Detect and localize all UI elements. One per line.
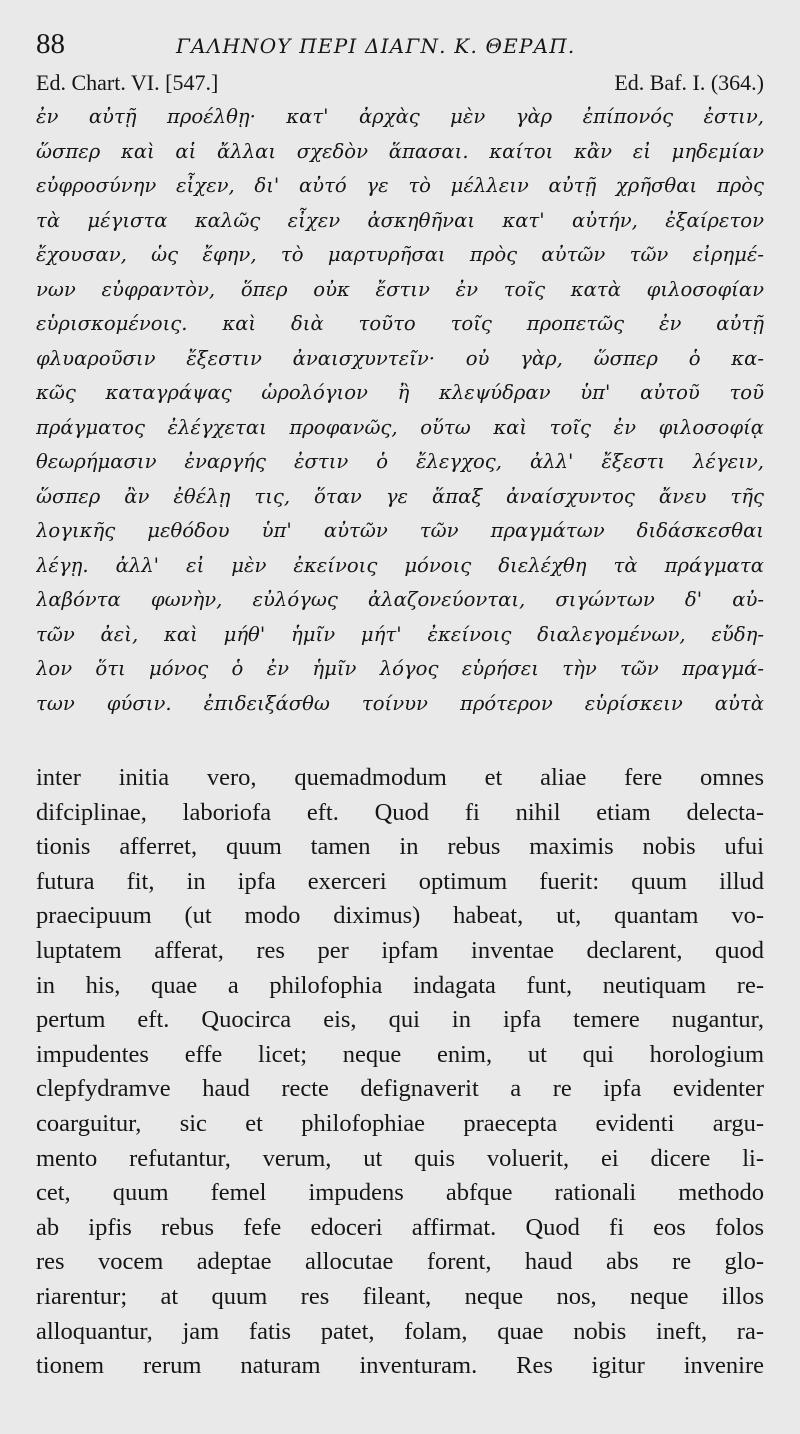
greek-line: λέγῃ. ἀλλ' εἰ μὲν ἐκείνοις μόνοις διελέχθη τὰ πράγματα	[36, 553, 764, 577]
greek-line: θεωρήμασιν ἐναργής ἐστιν ὁ ἔλεγχος, ἀλλ' ἔξεστι λέγειν,	[36, 450, 764, 473]
greek-line: ἔχουσαν, ὡς ἔφην, τὸ μαρτυρῆσαι πρὸς αὐτῶν τῶν εἰρημέ-	[36, 243, 764, 266]
greek-line: φλυαροῦσιν ἔξεστιν ἀναισχυντεῖν· οὐ γὰρ, ὥσπερ ὁ κα-	[36, 346, 764, 370]
latin-line: impudentes effe licet; neque enim, ut qui horologium	[36, 1040, 764, 1068]
latin-line: clepfydramve haud recte defignaverit a re ipfa evidenter	[36, 1075, 764, 1103]
latin-line: futura fit, in ipfa exerceri optimum fuerit: quum illud	[36, 867, 764, 895]
latin-line: coarguitur, sic et philofophiae praecepta evidenti argu-	[36, 1109, 764, 1137]
latin-line: in his, quae a philofophia indagata funt, neutiquam re-	[36, 971, 764, 999]
latin-line: tionem rerum naturam inventuram. Res igitur invenire	[36, 1352, 764, 1380]
edition-basel-reference: Ed. Baf. I. (364.)	[614, 70, 764, 95]
greek-line: νων εὐφραντὸν, ὅπερ οὐκ ἔστιν ἐν τοῖς κατὰ φιλοσοφίαν	[36, 277, 764, 301]
latin-line: cet, quum femel impudens abfque rationali methodo	[36, 1179, 764, 1207]
page-number: 88	[36, 28, 65, 60]
latin-text-block	[36, 761, 764, 1384]
latin-line: luptatem afferat, res per ipfam inventae declarent, quod	[36, 936, 764, 964]
greek-line: εὐφροσύνην εἶχεν, δι' αὐτό γε τὸ μέλλειν αὐτῇ χρῆσθαι πρὸς	[36, 174, 764, 197]
greek-line: ὥσπερ ἂν ἐθέλῃ τις, ὅταν γε ἅπαξ ἀναίσχυντος ἄνευ τῆς	[36, 484, 764, 508]
greek-line: κῶς καταγράψας ὡρολόγιον ἢ κλεψύδραν ὑπ' αὐτοῦ τοῦ	[36, 381, 764, 404]
latin-line: mento refutantur, verum, ut quis voluerit, ei dicere li-	[36, 1144, 764, 1172]
edition-chart-reference: Ed. Chart. VI. [547.]	[36, 70, 219, 95]
running-title: ΓΑΛΗΝΟΥ ΠΕΡΙ ΔΙΑΓΝ. Κ. ΘΕΡΑΠ.	[176, 34, 576, 58]
latin-line: pertum eft. Quocirca eis, qui in ipfa temere nugantur,	[36, 1006, 764, 1034]
greek-line: τῶν ἀεὶ, καὶ μήθ' ἡμῖν μήτ' ἐκείνοις διαλεγομένων, εὔδη-	[36, 622, 764, 646]
latin-line: tionis afferret, quum tamen in rebus maximis nobis ufui	[36, 833, 764, 861]
edition-references	[36, 70, 764, 100]
greek-line: ὥσπερ καὶ αἱ ἄλλαι σχεδὸν ἅπασαι. καίτοι κἂν εἰ μηδεμίαν	[36, 139, 764, 163]
greek-line: τὰ μέγιστα καλῶς εἶχεν ἀσκηθῆναι κατ' αὐτήν, ἐξαίρετον	[36, 208, 764, 232]
latin-line: riarentur; at quum res fileant, neque nos, neque illos	[36, 1282, 764, 1310]
greek-line: εὑρισκομένοις. καὶ διὰ τοῦτο τοῖς προπετῶς ἐν αὐτῇ	[36, 312, 764, 335]
greek-text-block	[36, 100, 764, 721]
latin-line: alloquantur, jam fatis patet, folam, quae nobis ineft, ra-	[36, 1317, 764, 1345]
greek-line: λογικῆς μεθόδου ὑπ' αὐτῶν τῶν πραγμάτων διδάσκεσθαι	[36, 519, 764, 542]
latin-line: praecipuum (ut modo diximus) habeat, ut, quantam vo-	[36, 902, 764, 930]
greek-line: λον ὅτι μόνος ὁ ἐν ἡμῖν λόγος εὑρήσει τὴν τῶν πραγμά-	[36, 657, 764, 680]
running-head	[36, 28, 764, 68]
greek-line: πράγματος ἐλέγχεται προφανῶς, οὕτω καὶ τοῖς ἐν φιλοσοφίᾳ	[36, 415, 764, 439]
greek-line: λαβόντα φωνὴν, εὐλόγως ἀλαζονεύονται, σιγώντων δ' αὐ-	[36, 588, 764, 611]
latin-line: res vocem adeptae allocutae forent, haud abs re glo-	[36, 1248, 764, 1276]
latin-line: difciplinae, laboriofa eft. Quod fi nihil etiam delecta-	[36, 798, 764, 826]
latin-line: inter initia vero, quemadmodum et aliae fere omnes	[36, 764, 764, 791]
greek-line: ἐν αὐτῇ προέλθῃ· κατ' ἀρχὰς μὲν γὰρ ἐπίπονός ἐστιν,	[36, 105, 764, 128]
greek-line: των φύσιν. ἐπιδειξάσθω τοίνυν πρότερον εὑρίσκειν αὐτὰ	[36, 691, 764, 715]
latin-line: ab ipfis rebus fefe edoceri affirmat. Quod fi eos folos	[36, 1213, 764, 1241]
